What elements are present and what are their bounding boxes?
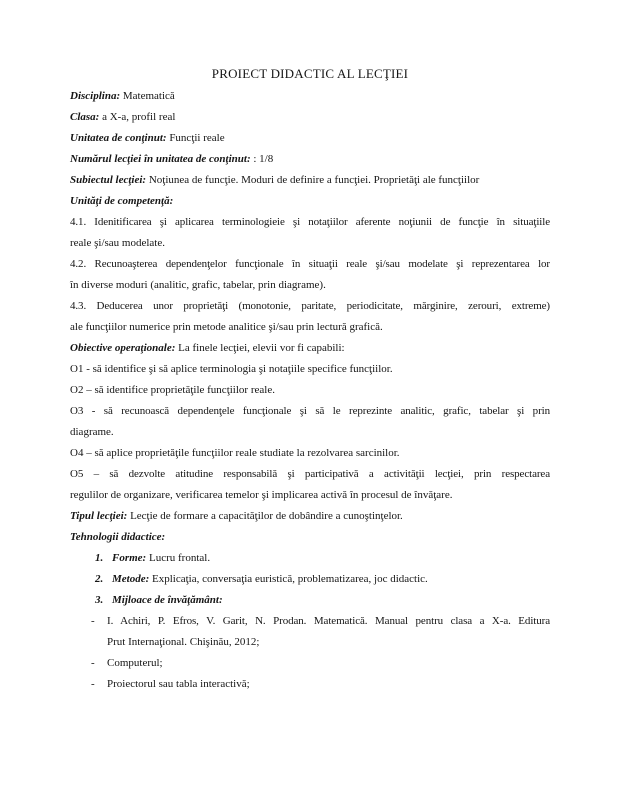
- field-value: Funcţii reale: [169, 132, 225, 144]
- field-label: Disciplina:: [70, 90, 121, 102]
- objective-o5-line-1: O5 – să dezvolte atitudine responsabilă şi participativă a activităţii lecţiei, prin respectarea: [70, 468, 550, 480]
- dash-item-manual-line-1: I. Achiri, P. Efros, V. Garit, N. Prodan. Matematică. Manual pentru clasa a X-a. Editura: [107, 615, 550, 627]
- numbered-item-metode: [70, 569, 550, 590]
- competency-4-1-line-2: reale şi/sau modelate.: [70, 237, 165, 249]
- field-value: La finele lecţiei, elevii vor fi capabili:: [178, 342, 345, 354]
- field-label: Numărul lecţiei în unitatea de conţinut:: [70, 153, 251, 165]
- list-number: 3.: [95, 594, 104, 606]
- dash-item-manual: [70, 611, 550, 653]
- field-subiectul-lectiei: [70, 170, 550, 191]
- competency-4-3-line-2: ale funcţiilor numerice prin metode analitice şi/sau prin lectură grafică.: [70, 321, 383, 333]
- dash-item-computerul: [70, 653, 550, 674]
- objective-o3-line-1: O3 - să recunoască dependenţele funcţionale şi să le reprezinte analitic, grafic, tabelar şi prin: [70, 405, 550, 417]
- competency-4-2-line-2: în diverse moduri (analitic, grafic, tabelar, prin diagrame).: [70, 279, 326, 291]
- objective-o1: O1 - să identifice şi să aplice terminologia şi notaţiile specifice funcţiilor.: [70, 363, 393, 375]
- list-number: 1.: [95, 552, 104, 564]
- field-unitatea-continut: [70, 128, 550, 149]
- dash-item-proiectorul: [70, 674, 550, 695]
- numbered-item-forme: [70, 548, 550, 569]
- list-number: 2.: [95, 573, 104, 585]
- dash-marker: -: [91, 615, 95, 627]
- field-label: Tipul lecţiei:: [70, 510, 128, 522]
- field-numarul-lectiei: [70, 149, 550, 170]
- field-label: Clasa:: [70, 111, 100, 123]
- dash-item-computerul-line: Computerul;: [107, 657, 163, 669]
- field-value: Noţiunea de funcţie. Moduri de definire a funcţiei. Proprietăţi ale funcţiilor: [148, 174, 480, 186]
- field-value: Lecţie de formare a capacităţilor de dobândire a cunoştinţelor.: [130, 510, 403, 522]
- objective-o2: O2 – să identifice proprietăţile funcţiilor reale.: [70, 384, 275, 396]
- objective-o5-line-2: regulilor de organizare, verificarea temelor şi implicarea activă în procesul de învăţare.: [70, 489, 453, 501]
- dash-marker: -: [91, 678, 95, 690]
- field-label: Subiectul lecţiei:: [70, 174, 147, 186]
- field-label: Mijloace de învăţământ:: [112, 594, 223, 606]
- document-title: PROIECT DIDACTIC AL LECŢIEI: [211, 66, 409, 81]
- objective-o3-line-2: diagrame.: [70, 426, 114, 438]
- field-clasa: [70, 107, 550, 128]
- competency-4-3-line-1: 4.3. Deducerea unor proprietăţi (monotonie, paritate, periodicitate, mărginire, zerouri, extreme): [70, 300, 550, 312]
- competency-4-1-line-1: 4.1. Idenitificarea şi aplicarea terminologieie şi notaţiilor aferente noţiunii de funcţie în situaţiile: [70, 216, 550, 228]
- field-value: Matematică: [122, 90, 175, 102]
- objective-o4: O4 – să aplice proprietăţile funcţiilor reale studiate la rezolvarea sarcinilor.: [70, 447, 400, 459]
- heading-tehnologii-didactice: Tehnologii didactice:: [70, 531, 166, 543]
- field-value: Explicaţia, conversaţia euristică, problematizarea, joc didactic.: [152, 573, 428, 585]
- field-value: : 1/8: [253, 153, 274, 165]
- field-label: Metode:: [112, 573, 150, 585]
- field-label: Forme:: [112, 552, 147, 564]
- field-label: Unitatea de conţinut:: [70, 132, 167, 144]
- competency-4-2-line-1: 4.2. Recunoaşterea dependenţelor funcţionale în situaţii reale şi/sau modelate şi reprezentarea lor: [70, 258, 550, 270]
- dash-item-manual-line-2: Prut Internaţional. Chişinău, 2012;: [107, 636, 260, 648]
- dash-marker: -: [91, 657, 95, 669]
- field-value: a X-a, profil real: [102, 111, 176, 123]
- dash-item-proiectorul-line: Proiectorul sau tabla interactivă;: [107, 678, 250, 690]
- numbered-item-mijloace: [70, 590, 550, 611]
- field-obiective-operationale: [70, 338, 550, 359]
- field-tipul-lectiei: [70, 506, 550, 527]
- heading-unitati-competenta: Unităţi de competenţă:: [70, 195, 174, 207]
- field-value: Lucru frontal.: [148, 552, 211, 564]
- field-disciplina: [70, 86, 550, 107]
- field-label: Obiective operaţionale:: [70, 342, 176, 354]
